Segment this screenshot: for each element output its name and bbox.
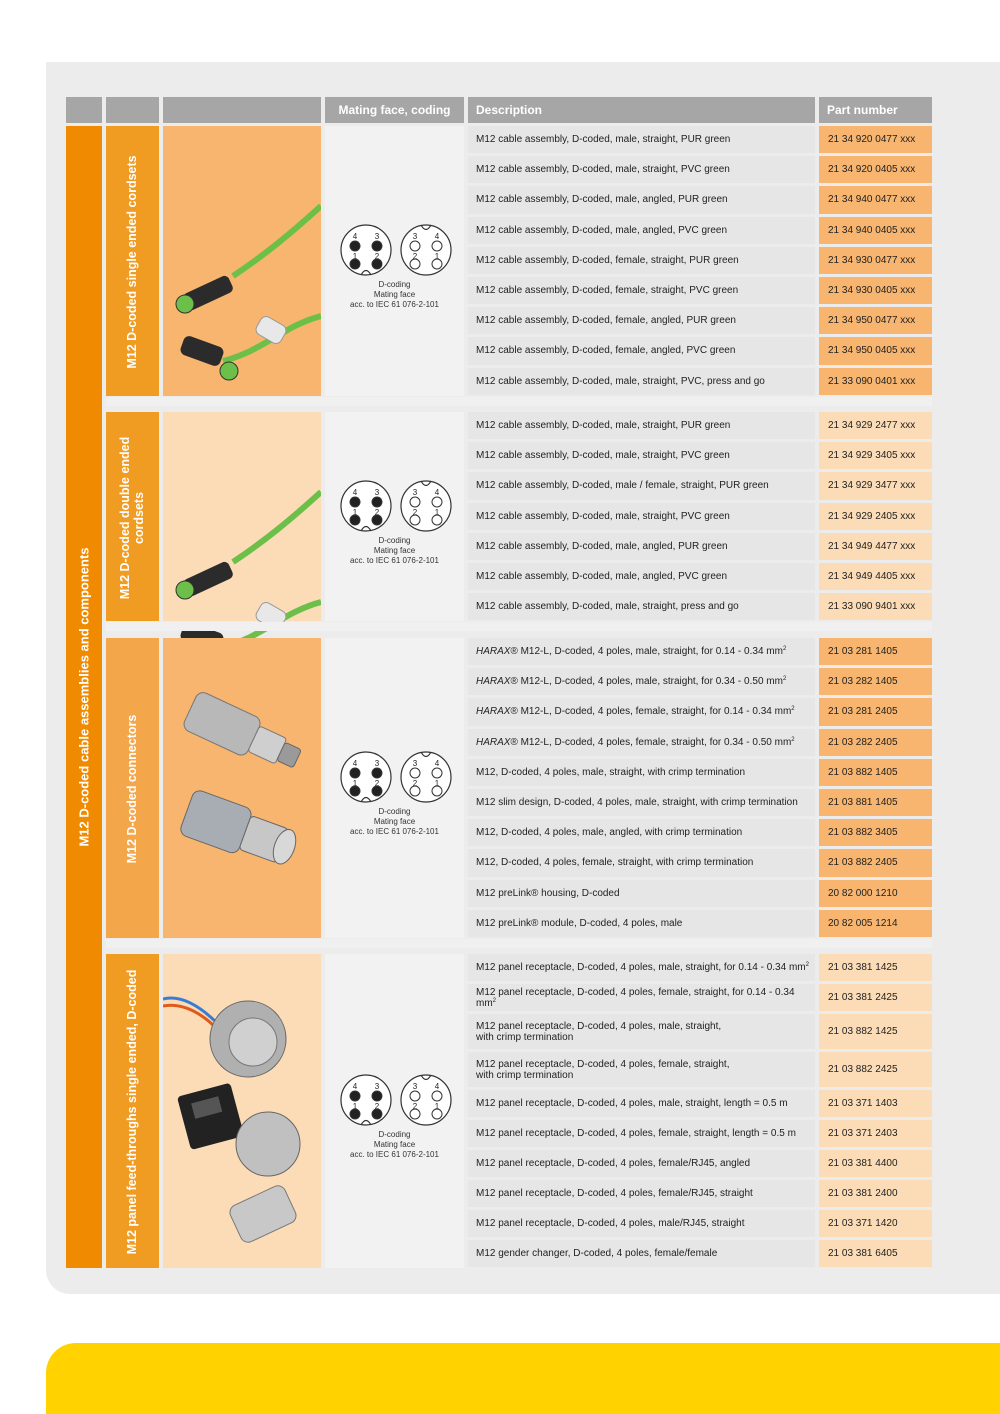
mating-caption-line: Mating face <box>373 545 416 555</box>
part-number-cell: 21 03 371 2403 <box>819 1120 932 1147</box>
mating-face-caption <box>325 1130 464 1160</box>
table-row-description <box>468 789 815 816</box>
part-number-cell: 20 82 005 1214 <box>819 910 932 937</box>
mating-caption-line: Mating face <box>373 817 416 826</box>
table-row-description <box>468 186 815 213</box>
table-row-description <box>468 277 815 304</box>
mating-face-caption <box>325 280 464 310</box>
header-mating-face: Mating face, coding <box>325 97 464 123</box>
table-row-description <box>468 1120 815 1147</box>
part-number-cell: 21 34 920 0477 xxx <box>819 126 932 153</box>
description-text: M12 panel receptacle, D-coded, 4 poles, male/RJ45, straight <box>476 1218 745 1229</box>
pin-number: 2 <box>374 1102 380 1111</box>
pin-contact <box>372 497 382 507</box>
description-text: M12 cable assembly, D-coded, male, straight, PVC green <box>476 164 730 176</box>
part-number-cell: 21 03 381 2425 <box>819 984 932 1011</box>
description-text: M12 cable assembly, D-coded, male, straight, PUR green <box>476 420 731 432</box>
table-row-description <box>468 1052 815 1087</box>
table-row-description <box>468 368 815 395</box>
pin-number: 1 <box>434 251 440 261</box>
pin-number: 1 <box>352 251 358 261</box>
section-separator <box>106 622 932 631</box>
part-number-cell: 21 03 371 1420 <box>819 1210 932 1237</box>
description-text: M12 gender changer, D-coded, 4 poles, female/female <box>476 1248 718 1259</box>
description-text: M12 cable assembly, D-coded, male, straight, PVC green <box>476 450 730 462</box>
pin-contact <box>372 1091 382 1101</box>
part-number-cell: 21 34 950 0405 xxx <box>819 337 932 364</box>
part-number-cell: 21 03 882 1425 <box>819 1014 932 1049</box>
header-part-number: Part number <box>819 97 932 123</box>
description-text: M12 panel receptacle, D-coded, 4 poles, female, straight, with crimp termination <box>476 1058 730 1081</box>
unit-superscript: 2 <box>492 997 497 1004</box>
table-row-description <box>468 759 815 786</box>
description-text: HARAX® M12-L, D-coded, 4 poles, male, straight, for 0.34 - 0.50 $mm^2$ <box>476 676 787 688</box>
description-text: M12 cable assembly, D-coded, male, straight, PVC green <box>476 510 730 522</box>
pin-number: 2 <box>412 779 418 788</box>
description-text: M12 cable assembly, D-coded, male, straight, press and go <box>476 601 739 613</box>
section-separator <box>106 939 932 948</box>
pin-number: 1 <box>434 779 440 788</box>
brand-name: HARAX <box>476 646 511 658</box>
part-number-cell: 21 33 090 0401 xxx <box>819 368 932 395</box>
pin-number: 1 <box>434 1102 440 1111</box>
pin-contact <box>350 497 360 507</box>
table-row-description <box>468 638 815 665</box>
table-row-description <box>468 668 815 695</box>
table-row-description <box>468 1014 815 1049</box>
pin-contact <box>432 497 442 507</box>
part-number-cell: 21 03 281 1405 <box>819 638 932 665</box>
part-number-cell: 21 33 090 9401 xxx <box>819 593 932 620</box>
mating-caption-line: acc. to IEC 61 076-2-101 <box>350 555 439 565</box>
mating-caption-line: D-coding <box>378 279 411 289</box>
part-number-cell: 20 82 000 1210 <box>819 880 932 907</box>
description-text: M12, D-coded, 4 poles, female, straight, with crimp termination <box>476 857 754 869</box>
unit-superscript: 2 <box>805 962 809 968</box>
pin-number: 3 <box>374 759 380 768</box>
cable-assembly-photo <box>163 166 321 396</box>
description-text: M12 cable assembly, D-coded, male, angled, PVC green <box>476 571 728 583</box>
part-number-cell: 21 03 282 1405 <box>819 668 932 695</box>
part-number-cell: 21 34 940 0477 xxx <box>819 186 932 213</box>
description-text: M12 slim design, D-coded, 4 poles, male, straight, with crimp termination <box>476 797 798 809</box>
description-text: M12 cable assembly, D-coded, female, angled, PUR green <box>476 315 736 327</box>
table-row-description <box>468 217 815 244</box>
header-cell-empty <box>66 97 102 123</box>
part-number-cell: 21 03 281 2405 <box>819 698 932 725</box>
part-number-cell: 21 03 381 1425 <box>819 954 932 981</box>
table-row-description <box>468 593 815 620</box>
table-row-description <box>468 954 815 981</box>
description-text: M12 preLink® module, D-coded, 4 poles, male <box>476 917 683 929</box>
pin-number: 3 <box>412 759 418 768</box>
pin-number: 2 <box>412 251 418 261</box>
pin-contact <box>372 768 382 778</box>
female-mating-face-diagram <box>398 222 454 278</box>
pin-contact <box>410 1091 420 1101</box>
pin-number: 3 <box>374 1082 380 1091</box>
pin-number: 4 <box>434 1082 440 1091</box>
mating-caption-line: acc. to IEC 61 076-2-101 <box>350 827 439 836</box>
description-text: M12 cable assembly, D-coded, female, straight, PVC green <box>476 285 739 297</box>
mating-face-caption <box>325 536 464 566</box>
table-row-description <box>468 1240 815 1267</box>
description-text: M12, D-coded, 4 poles, male, straight, with crimp termination <box>476 766 745 778</box>
section-title: M12 D-coded double ended cordsets <box>118 436 146 599</box>
unit-superscript: 2 <box>782 676 787 683</box>
table-row-description <box>468 849 815 876</box>
pin-number: 4 <box>352 487 358 497</box>
description-text: M12 cable assembly, D-coded, male, straight, PVC, press and go <box>476 375 765 387</box>
part-number-cell: 21 03 882 2425 <box>819 1052 932 1087</box>
description-text: M12 panel receptacle, D-coded, 4 poles, female, straight, for 0.14 - 0.34 $mm^2$ <box>476 986 795 1009</box>
pin-number: 4 <box>434 487 440 497</box>
description-text: M12 cable assembly, D-coded, male, angled, PVC green <box>476 224 728 236</box>
part-number-cell: 21 03 381 2400 <box>819 1180 932 1207</box>
male-mating-face-diagram <box>338 1072 394 1128</box>
pin-contact <box>432 1091 442 1101</box>
section-separator <box>106 397 932 406</box>
part-number-cell: 21 34 949 4405 xxx <box>819 563 932 590</box>
pin-number: 2 <box>374 507 380 517</box>
table-row-description <box>468 729 815 756</box>
pin-contact <box>432 241 442 251</box>
pin-contact <box>410 768 420 778</box>
description-text: HARAX® M12-L, D-coded, 4 poles, male, straight, for 0.14 - 0.34 $mm^2$ <box>476 646 787 658</box>
male-mating-face-diagram <box>338 222 394 278</box>
description-text: M12, D-coded, 4 poles, male, angled, with crimp termination <box>476 827 743 839</box>
part-number-cell: 21 03 381 4400 <box>819 1150 932 1177</box>
description-text: HARAX® M12-L, D-coded, 4 poles, female, straight, for 0.34 - 0.50 $mm^2$ <box>476 736 795 748</box>
table-row-description <box>468 126 815 153</box>
mating-caption-line: Mating face <box>373 1140 416 1149</box>
description-text: M12 cable assembly, D-coded, male, angled, PUR green <box>476 194 728 206</box>
pin-contact <box>410 497 420 507</box>
mating-caption-line: D-coding <box>378 535 411 545</box>
male-mating-face-diagram <box>338 478 394 534</box>
table-row-description <box>468 563 815 590</box>
table-row-description <box>468 247 815 274</box>
section-title: M12 D-coded single ended cordsets <box>125 155 139 369</box>
female-mating-face-diagram <box>398 749 454 805</box>
part-number-cell: 21 34 930 0405 xxx <box>819 277 932 304</box>
part-number-cell: 21 34 929 2405 xxx <box>819 503 932 530</box>
pin-contact <box>350 1091 360 1101</box>
male-mating-face-diagram <box>338 749 394 805</box>
pin-number: 2 <box>412 507 418 517</box>
pin-number: 2 <box>374 779 380 788</box>
table-row-description <box>468 307 815 334</box>
description-text: M12 panel receptacle, D-coded, 4 poles, female/RJ45, angled <box>476 1158 751 1169</box>
table-row-description <box>468 698 815 725</box>
pin-contact <box>372 241 382 251</box>
table-row-description <box>468 910 815 937</box>
table-row-description <box>468 819 815 846</box>
mating-caption-line: acc. to IEC 61 076-2-101 <box>350 299 439 309</box>
top-margin <box>0 0 1000 62</box>
pin-number: 4 <box>434 759 440 768</box>
table-row-description <box>468 984 815 1011</box>
header-description: Description <box>468 97 815 123</box>
table-row-description <box>468 533 815 560</box>
table-row-description <box>468 337 815 364</box>
part-number-cell: 21 34 930 0477 xxx <box>819 247 932 274</box>
description-text: M12 preLink® housing, D-coded <box>476 887 620 899</box>
connector-photo <box>163 638 321 936</box>
part-number-cell: 21 03 282 2405 <box>819 729 932 756</box>
header-cell-empty <box>163 97 321 123</box>
part-number-cell: 21 03 882 3405 <box>819 819 932 846</box>
brand-name: HARAX <box>476 706 511 718</box>
pin-number: 2 <box>374 251 380 261</box>
table-row-description <box>468 503 815 530</box>
part-number-cell: 21 34 950 0477 xxx <box>819 307 932 334</box>
female-mating-face-diagram <box>398 478 454 534</box>
description-text: M12 panel receptacle, D-coded, 4 poles, female, straight, length = 0.5 m <box>476 1128 796 1139</box>
pin-number: 1 <box>352 507 358 517</box>
female-mating-face-diagram <box>398 1072 454 1128</box>
part-number-cell: 21 34 929 3477 xxx <box>819 472 932 499</box>
pin-number: 1 <box>352 1102 358 1111</box>
part-number-cell: 21 34 929 3405 xxx <box>819 442 932 469</box>
table-row-description <box>468 412 815 439</box>
unit-superscript: 2 <box>791 736 795 743</box>
header-cell-empty <box>106 97 159 123</box>
pin-number: 4 <box>352 1082 358 1091</box>
unit-superscript: 2 <box>782 646 787 653</box>
table-row-description <box>468 880 815 907</box>
pin-contact <box>410 241 420 251</box>
brand-name: HARAX <box>476 736 511 748</box>
mating-face-caption <box>325 807 464 837</box>
description-text: M12 cable assembly, D-coded, male / female, straight, PUR green <box>476 480 769 492</box>
pin-number: 3 <box>412 1082 418 1091</box>
table-row-description <box>468 1180 815 1207</box>
mating-caption-line: Mating face <box>373 289 416 299</box>
description-text: M12 cable assembly, D-coded, female, angled, PVC green <box>476 345 736 357</box>
main-category-title: M12 D-coded cable assemblies and components <box>76 547 92 847</box>
table-row-description <box>468 472 815 499</box>
description-text: HARAX® M12-L, D-coded, 4 poles, female, straight, for 0.14 - 0.34 $mm^2$ <box>476 706 795 718</box>
pin-contact <box>432 768 442 778</box>
pin-contact <box>350 768 360 778</box>
description-text: M12 panel receptacle, D-coded, 4 poles, female/RJ45, straight <box>476 1188 753 1199</box>
description-text: M12 cable assembly, D-coded, male, straight, PUR green <box>476 134 731 146</box>
part-number-cell: 21 34 949 4477 xxx <box>819 533 932 560</box>
description-text: M12 cable assembly, D-coded, female, straight, PUR green <box>476 254 739 266</box>
brand-name: HARAX <box>476 676 511 688</box>
description-text: M12 panel receptacle, D-coded, 4 poles, male, straight, length = 0.5 m <box>476 1098 788 1109</box>
part-number-cell: 21 03 882 2405 <box>819 849 932 876</box>
pin-number: 1 <box>352 779 358 788</box>
table-row-description <box>468 1210 815 1237</box>
mating-caption-line: acc. to IEC 61 076-2-101 <box>350 1150 439 1159</box>
section-title: M12 D-coded connectors <box>125 714 139 864</box>
pin-number: 3 <box>412 487 418 497</box>
unit-superscript: 2 <box>791 706 795 713</box>
pin-number: 4 <box>352 231 358 241</box>
footer-yellow-band <box>46 1343 1000 1414</box>
description-text: M12 cable assembly, D-coded, male, angled, PUR green <box>476 540 728 552</box>
pin-number: 3 <box>412 231 418 241</box>
part-number-cell: 21 34 920 0405 xxx <box>819 156 932 183</box>
part-number-cell: 21 03 881 1405 <box>819 789 932 816</box>
pin-number: 4 <box>434 231 440 241</box>
part-number-cell: 21 34 929 2477 xxx <box>819 412 932 439</box>
table-row-description <box>468 156 815 183</box>
pin-number: 3 <box>374 231 380 241</box>
description-text: M12 panel receptacle, D-coded, 4 poles, male, straight, for 0.14 - 0.34 $mm^2$ <box>476 962 809 973</box>
part-number-cell: 21 03 371 1403 <box>819 1090 932 1117</box>
part-number-cell: 21 34 940 0405 xxx <box>819 217 932 244</box>
table-row-description <box>468 442 815 469</box>
panel-receptacle-photo <box>163 954 321 1268</box>
table-row-description <box>468 1150 815 1177</box>
pin-number: 2 <box>412 1102 418 1111</box>
part-number-cell: 21 03 381 6405 <box>819 1240 932 1267</box>
table-row-description <box>468 1090 815 1117</box>
description-text: M12 panel receptacle, D-coded, 4 poles, male, straight, with crimp termination <box>476 1020 722 1043</box>
pin-number: 4 <box>352 759 358 768</box>
mating-caption-line: D-coding <box>378 807 411 816</box>
mating-caption-line: D-coding <box>378 1130 411 1139</box>
part-number-cell: 21 03 882 1405 <box>819 759 932 786</box>
section-title: M12 panel feed-throughs single ended, D-coded <box>125 969 139 1255</box>
pin-contact <box>350 241 360 251</box>
pin-number: 3 <box>374 487 380 497</box>
pin-number: 1 <box>434 507 440 517</box>
